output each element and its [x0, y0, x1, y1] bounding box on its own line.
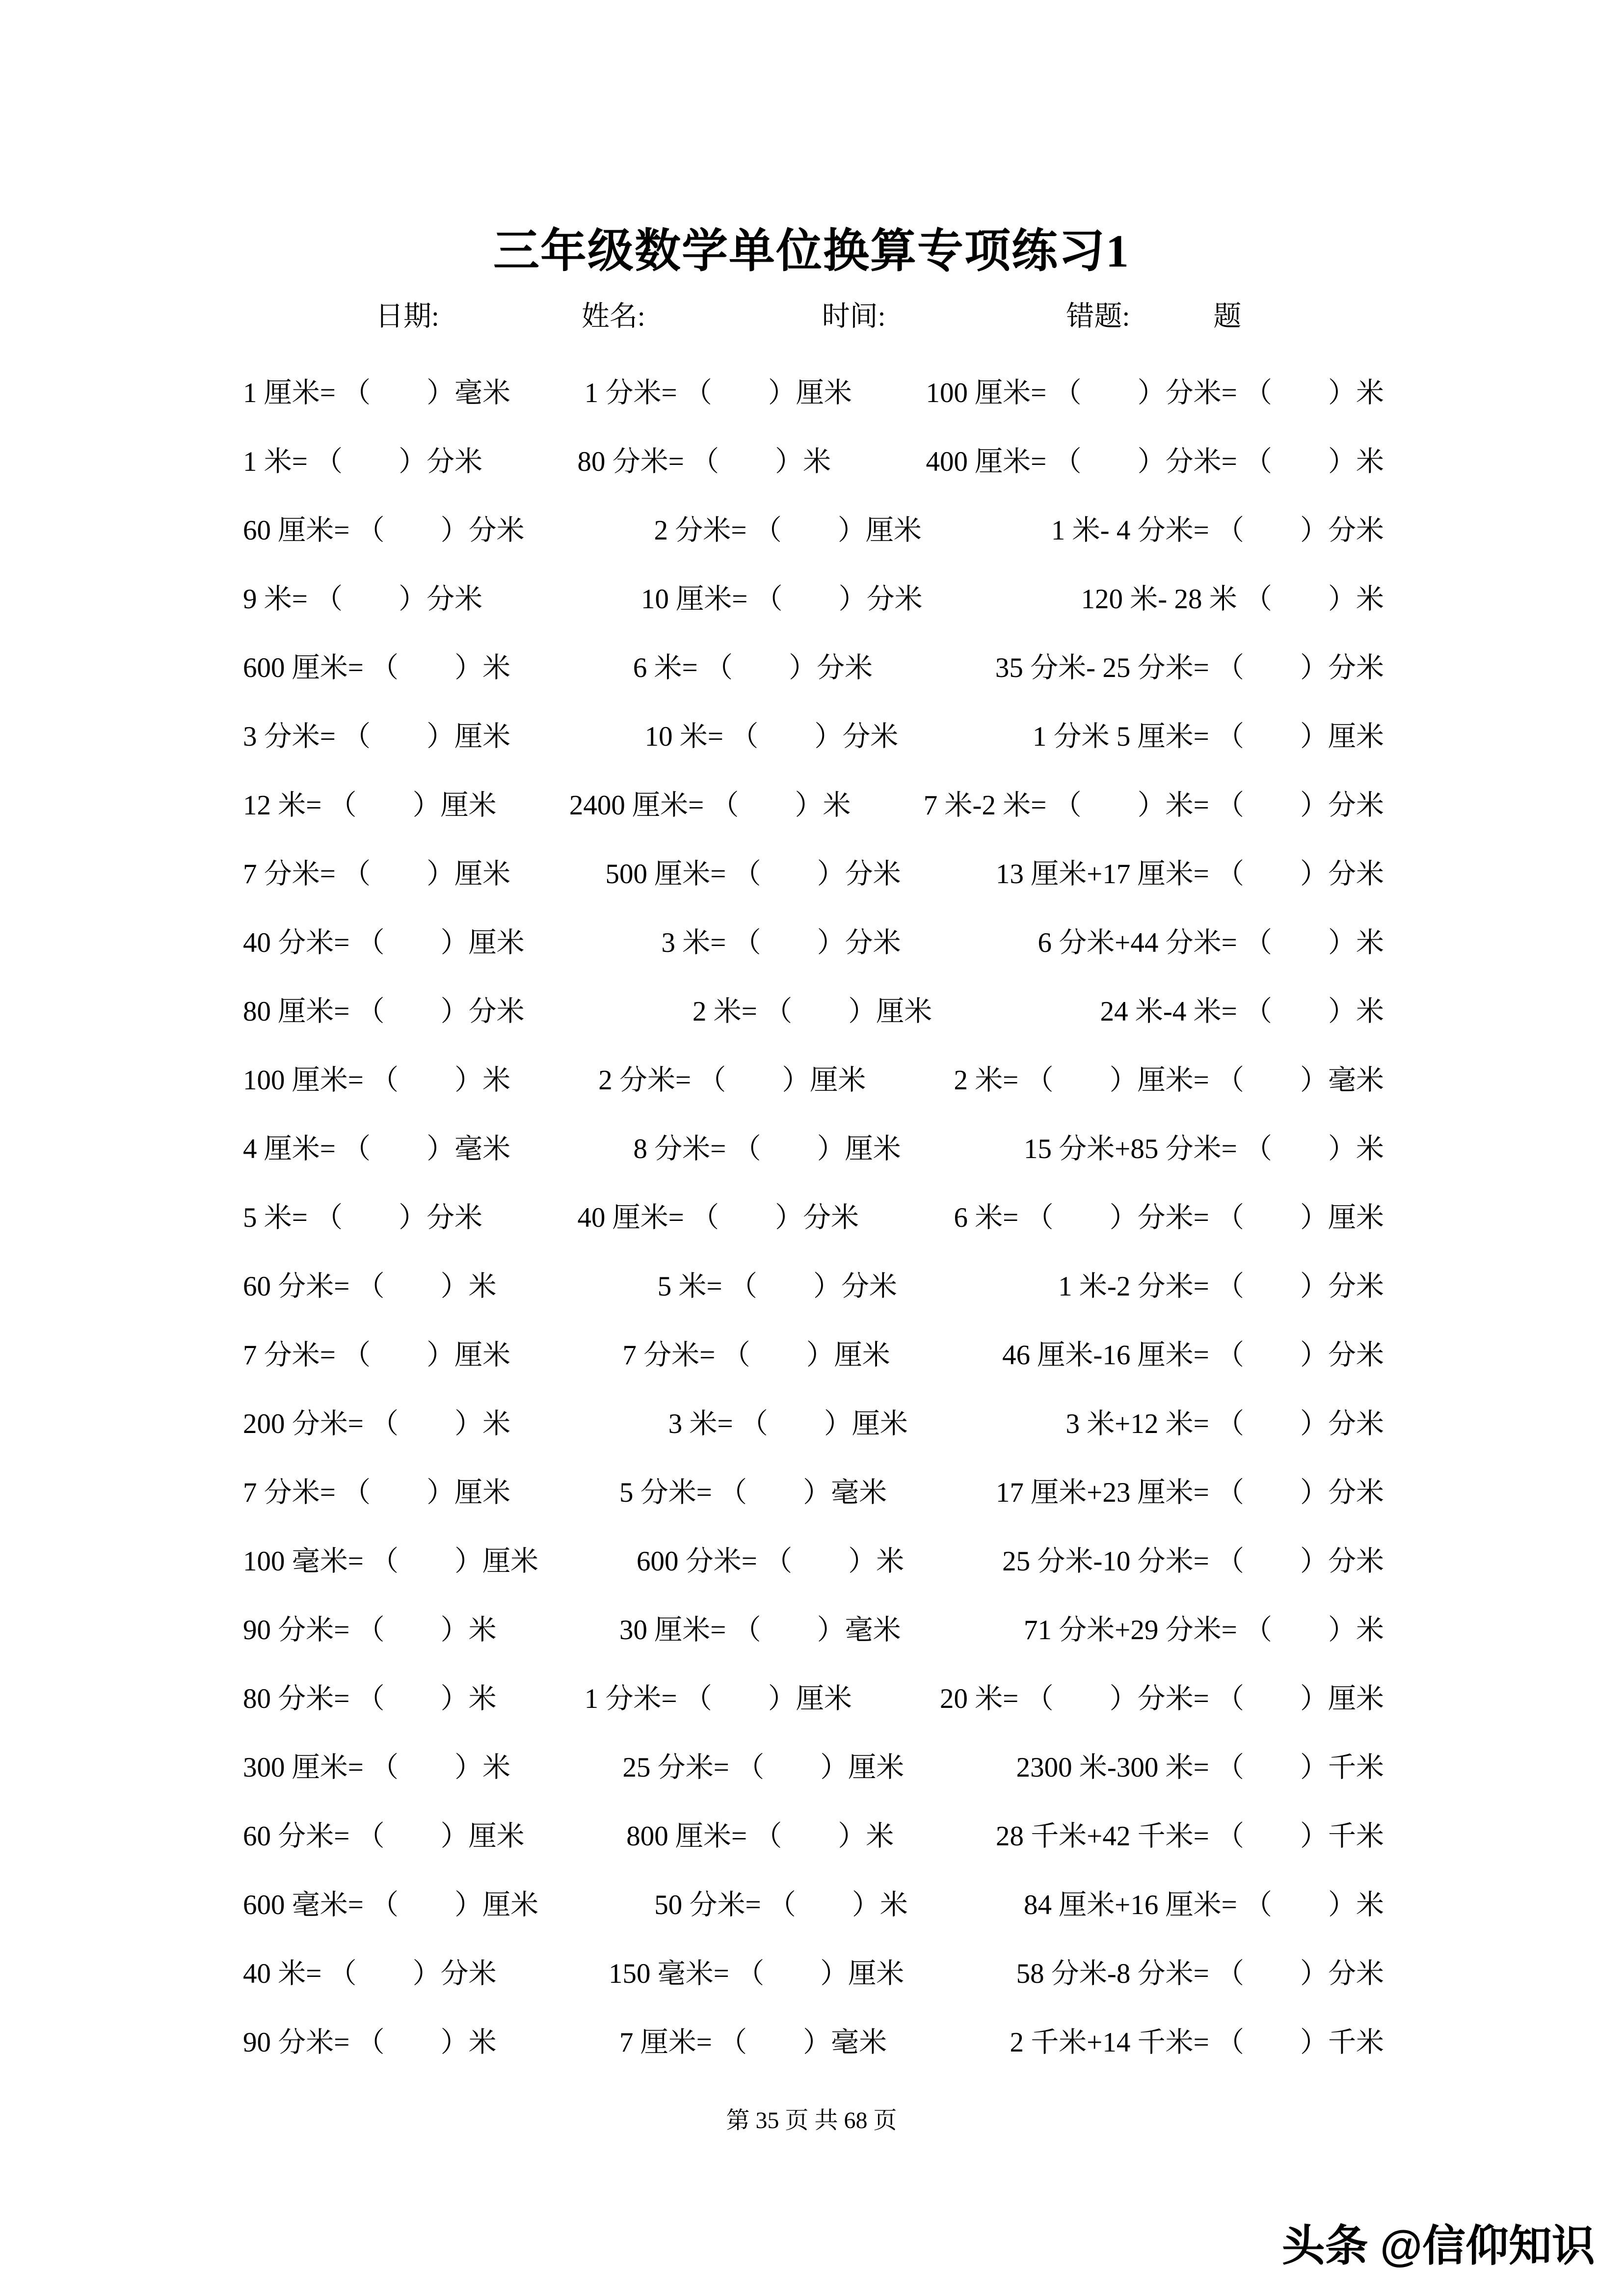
problem: 7 分米= （ ）厘米 [243, 859, 511, 890]
time-label: 时间: [822, 301, 886, 332]
problem: 5 米= （ ）分米 [657, 1271, 897, 1302]
problem: 7 米-2 米= （ ）米= （ ）分米 [923, 790, 1384, 821]
problem-row [243, 1868, 1384, 1937]
problem: 600 厘米= （ ）米 [243, 652, 511, 683]
header-row [243, 294, 1384, 334]
problem: 90 分米= （ ）米 [243, 1615, 497, 1646]
problem: 80 分米= （ ）米 [577, 446, 831, 477]
problem-row [243, 906, 1384, 974]
problem: 50 分米= （ ）米 [654, 1890, 908, 1920]
problem-row [243, 1249, 1384, 1318]
wrong-count-unit-label: 题 [1213, 301, 1242, 332]
problem: 100 厘米= （ ）分米= （ ）米 [926, 378, 1384, 408]
problem-row [243, 1799, 1384, 1868]
page-number: 第 35 页 共 68 页 [726, 2107, 897, 2134]
problem-row [243, 493, 1384, 562]
problem: 800 厘米= （ ）米 [626, 1821, 894, 1852]
problem: 5 米= （ ）分米 [243, 1202, 483, 1233]
problem: 40 厘米= （ ）分米 [577, 1202, 859, 1233]
problem-row [243, 562, 1384, 631]
problem: 1 分米 5 厘米= （ ）厘米 [1032, 721, 1384, 752]
problem: 7 分米= （ ）厘米 [243, 1477, 511, 1508]
problem: 2 分米= （ ）厘米 [598, 1065, 866, 1096]
problem-row [243, 1387, 1384, 1456]
problem: 1 厘米= （ ）毫米 [243, 378, 511, 408]
problem: 80 厘米= （ ）分米 [243, 996, 525, 1027]
problem: 3 米= （ ）分米 [661, 927, 901, 958]
problem: 4 厘米= （ ）毫米 [243, 1134, 511, 1164]
problem-row [243, 356, 1384, 425]
problem: 17 厘米+23 厘米= （ ）分米 [995, 1477, 1384, 1508]
problem: 600 分米= （ ）米 [637, 1546, 905, 1577]
problem: 6 米= （ ）分米 [633, 652, 873, 683]
problem-row [243, 1181, 1384, 1249]
problem: 3 米+12 米= （ ）分米 [1065, 1408, 1384, 1439]
problem-row [243, 631, 1384, 700]
problem: 90 分米= （ ）米 [243, 2027, 497, 2058]
problem-row [243, 768, 1384, 837]
problem: 1 分米= （ ）厘米 [584, 1683, 852, 1714]
problem: 10 米= （ ）分米 [644, 721, 899, 752]
problem: 5 分米= （ ）毫米 [619, 1477, 887, 1508]
problem: 3 分米= （ ）厘米 [243, 721, 511, 752]
page-title: 三年级数学单位换算专项练习1 [493, 226, 1130, 277]
problem: 2 米= （ ）厘米= （ ）毫米 [954, 1065, 1384, 1096]
problem: 2 分米= （ ）厘米 [654, 515, 922, 546]
problem: 7 厘米= （ ）毫米 [619, 2027, 887, 2058]
problem-list [243, 356, 1384, 2074]
problem-row [243, 1593, 1384, 1662]
problem: 1 分米= （ ）厘米 [584, 378, 852, 408]
problem: 25 分米-10 分米= （ ）分米 [1002, 1546, 1384, 1577]
problem-row [243, 425, 1384, 493]
problem: 71 分米+29 分米= （ ）米 [1023, 1615, 1384, 1646]
problem: 12 米= （ ）厘米 [243, 790, 497, 821]
problem: 84 厘米+16 厘米= （ ）米 [1023, 1890, 1384, 1920]
problem: 6 分米+44 分米= （ ）米 [1038, 927, 1384, 958]
problem: 200 分米= （ ）米 [243, 1408, 511, 1439]
problem: 1 米-2 分米= （ ）分米 [1058, 1271, 1384, 1302]
problem-row [243, 1730, 1384, 1799]
name-label: 姓名: [581, 301, 645, 332]
problem: 7 分米= （ ）厘米 [622, 1340, 890, 1371]
problem-row [243, 1662, 1384, 1730]
problem: 40 米= （ ）分米 [243, 1958, 497, 1989]
problem: 46 厘米-16 厘米= （ ）分米 [1002, 1340, 1384, 1371]
problem: 58 分米-8 分米= （ ）分米 [1016, 1958, 1384, 1989]
watermark: 头条 @信仰知识 [1281, 2221, 1595, 2270]
problem: 6 米= （ ）分米= （ ）厘米 [954, 1202, 1384, 1233]
problem: 100 厘米= （ ）米 [243, 1065, 511, 1096]
problem: 1 米= （ ）分米 [243, 446, 483, 477]
problem: 300 厘米= （ ）米 [243, 1752, 511, 1783]
problem: 60 厘米= （ ）分米 [243, 515, 525, 546]
problem: 100 毫米= （ ）厘米 [243, 1546, 539, 1577]
problem: 7 分米= （ ）厘米 [243, 1340, 511, 1371]
problem-row [243, 1524, 1384, 1593]
problem-row [243, 1318, 1384, 1387]
problem: 9 米= （ ）分米 [243, 584, 483, 615]
problem-row [243, 1043, 1384, 1112]
problem-row [243, 1112, 1384, 1181]
problem: 13 厘米+17 厘米= （ ）分米 [995, 859, 1384, 890]
problem: 35 分米- 25 分米= （ ）分米 [995, 652, 1384, 683]
problem: 2400 厘米= （ ）米 [569, 790, 851, 821]
problem: 1 米- 4 分米= （ ）分米 [1051, 515, 1384, 546]
problem: 30 厘米= （ ）毫米 [619, 1615, 901, 1646]
problem: 500 厘米= （ ）分米 [605, 859, 901, 890]
problem: 10 厘米= （ ）分米 [641, 584, 923, 615]
problem-row [243, 2005, 1384, 2074]
problem: 2300 米-300 米= （ ）千米 [1016, 1752, 1384, 1783]
problem: 20 米= （ ）分米= （ ）厘米 [939, 1683, 1384, 1714]
problem: 25 分米= （ ）厘米 [622, 1752, 905, 1783]
problem: 80 分米= （ ）米 [243, 1683, 497, 1714]
problem: 24 米-4 米= （ ）米 [1100, 996, 1384, 1027]
problem: 15 分米+85 分米= （ ）米 [1023, 1134, 1384, 1164]
problem: 3 米= （ ）厘米 [668, 1408, 908, 1439]
problem-row [243, 837, 1384, 906]
date-label: 日期: [375, 301, 439, 332]
problem-row [243, 700, 1384, 768]
problem: 28 千米+42 千米= （ ）千米 [995, 1821, 1384, 1852]
problem: 600 毫米= （ ）厘米 [243, 1890, 539, 1920]
problem: 60 分米= （ ）米 [243, 1271, 497, 1302]
problem: 60 分米= （ ）厘米 [243, 1821, 525, 1852]
problem: 2 米= （ ）厘米 [692, 996, 932, 1027]
problem: 8 分米= （ ）厘米 [633, 1134, 901, 1164]
problem: 120 米- 28 米 （ ）米 [1081, 584, 1384, 615]
problem-row [243, 1456, 1384, 1524]
problem: 40 分米= （ ）厘米 [243, 927, 525, 958]
problem-row [243, 1937, 1384, 2005]
wrong-count-label: 错题: [1066, 301, 1130, 332]
problem: 2 千米+14 千米= （ ）千米 [1010, 2027, 1384, 2058]
problem: 400 厘米= （ ）分米= （ ）米 [926, 446, 1384, 477]
problem: 150 毫米= （ ）厘米 [609, 1958, 905, 1989]
problem-row [243, 974, 1384, 1043]
